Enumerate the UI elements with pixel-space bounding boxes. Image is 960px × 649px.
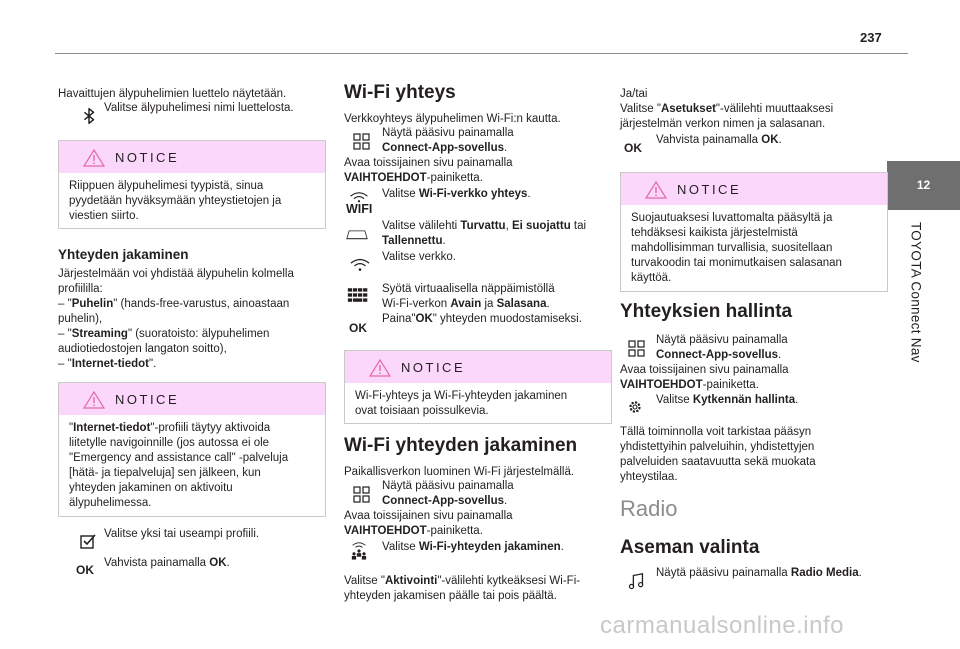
text: – " bbox=[58, 298, 72, 310]
notice-header bbox=[59, 141, 325, 173]
bold-text: Kytkennän hallinta bbox=[692, 394, 796, 406]
bold-text: VAIHTOEHDOT bbox=[620, 379, 703, 391]
bold-text: OK bbox=[209, 557, 227, 569]
notice-line: älypuhelimessa. bbox=[69, 497, 152, 509]
bold-text: Internet-tiedot bbox=[71, 358, 149, 370]
bold-text: Asetukset bbox=[660, 103, 716, 115]
step-text bbox=[382, 219, 586, 234]
step-text: Valitse verkko. bbox=[382, 251, 456, 263]
text: ja bbox=[481, 298, 497, 310]
text: . bbox=[858, 567, 862, 579]
ok-icon: OK bbox=[624, 141, 642, 155]
notice-line: käyttöä. bbox=[631, 272, 672, 284]
notice-label: NOTICE bbox=[115, 150, 180, 165]
notice-box bbox=[620, 172, 888, 292]
paragraph: Havaittujen älypuhelimien luettelo näytetään. bbox=[58, 88, 287, 100]
text: Valitse bbox=[382, 188, 419, 200]
paragraph-line: Tällä toiminnolla voit tarkistaa pääsyn bbox=[620, 426, 812, 438]
text: "-profiili täytyy aktivoida bbox=[150, 422, 271, 434]
apps-grid-icon bbox=[626, 338, 648, 358]
bold-text: Tallennettu bbox=[382, 235, 443, 247]
paragraph-line: Avaa toissijainen sivu painamalla bbox=[620, 364, 789, 376]
bold-text: Connect-App-sovellus bbox=[656, 349, 779, 361]
bold-text: Wi-Fi-yhteyden jakaminen bbox=[418, 541, 561, 553]
notice-header bbox=[345, 351, 611, 383]
text: . bbox=[560, 541, 564, 553]
text: Valitse bbox=[382, 541, 419, 553]
paragraph-line bbox=[620, 102, 833, 117]
step-text: Connect-App-sovellus. bbox=[656, 349, 782, 361]
warning-icon bbox=[369, 359, 391, 377]
text: Vahvista painamalla bbox=[104, 557, 210, 569]
paragraph-line: audiotiedostojen langaton soitto), bbox=[58, 343, 227, 355]
notice-line: turvakoodin tai monimutkaisen salasanan bbox=[631, 257, 842, 269]
bold-text: Salasana bbox=[496, 298, 547, 310]
bold-text: Internet-tiedot bbox=[73, 422, 151, 434]
section-heading: Aseman valinta bbox=[620, 537, 760, 558]
step-text bbox=[656, 566, 862, 581]
step-text bbox=[656, 393, 798, 408]
bold-text: Avain bbox=[450, 298, 482, 310]
text: Valitse " bbox=[620, 103, 661, 115]
text: . bbox=[778, 134, 782, 146]
paragraph-line: yhteyden jakamisen päälle tai pois päältä. bbox=[344, 590, 557, 602]
paragraph-line: puhelin), bbox=[58, 313, 103, 325]
step-text: Syötä virtuaalisella näppäimistöllä bbox=[382, 283, 555, 295]
page-number: 237 bbox=[860, 30, 882, 45]
text: -painiketta. bbox=[426, 525, 483, 537]
bold-text: OK bbox=[415, 313, 433, 325]
section-heading: Yhteyksien hallinta bbox=[620, 301, 793, 322]
notice-line: "Emergency and assistance call" -palveluja bbox=[69, 452, 289, 464]
paragraph-line: profiililla: bbox=[58, 283, 103, 295]
wifi-network-icon bbox=[349, 255, 371, 275]
step-text: Connect-App-sovellus. bbox=[382, 495, 508, 507]
text: "-välilehti muuttaaksesi bbox=[715, 103, 834, 115]
step-text bbox=[382, 187, 531, 202]
text: -painiketta. bbox=[426, 172, 483, 184]
step-confirm bbox=[656, 133, 782, 148]
notice-line: Wi-Fi-yhteys ja Wi-Fi-yhteyden jakaminen bbox=[355, 390, 568, 402]
notice-label: NOTICE bbox=[677, 182, 742, 197]
notice-body bbox=[345, 383, 611, 419]
step-select-phone: Valitse älypuhelimesi nimi luettelosta. bbox=[104, 102, 294, 114]
ok-icon: OK bbox=[76, 563, 94, 577]
notice-box bbox=[344, 350, 612, 424]
bold-text: Connect-App-sovellus bbox=[382, 142, 505, 154]
step-text bbox=[382, 312, 582, 327]
step-text: Tallennettu. bbox=[382, 235, 446, 247]
bold-text: Aktivointi bbox=[384, 575, 438, 587]
notice-line: [hätä- ja tiepalveluja] sen jälkeen, kun bbox=[69, 467, 261, 479]
bold-text: Radio Media bbox=[790, 567, 859, 579]
bold-text: VAIHTOEHDOT bbox=[344, 525, 427, 537]
text: -painiketta. bbox=[702, 379, 759, 391]
step-text: Näytä pääsivu painamalla bbox=[656, 334, 788, 346]
step-confirm bbox=[104, 556, 230, 571]
hotspot-icon bbox=[348, 541, 370, 561]
text: . bbox=[226, 557, 230, 569]
paragraph-line: Avaa toissijainen sivu painamalla bbox=[344, 157, 513, 169]
paragraph-line: yhdistettyihin palveluihin, yhdistettyjen bbox=[620, 441, 815, 453]
notice-body bbox=[621, 205, 887, 286]
notice-body bbox=[59, 173, 325, 224]
step-text: Connect-App-sovellus. bbox=[382, 142, 508, 154]
gear-icon bbox=[624, 397, 646, 417]
text: Vahvista painamalla bbox=[656, 134, 762, 146]
chapter-title-text: TOYOTA Connect Nav bbox=[908, 222, 924, 363]
bold-text: OK bbox=[761, 134, 779, 146]
text: Valitse bbox=[656, 394, 693, 406]
text: Näytä pääsivu painamalla bbox=[656, 567, 791, 579]
notice-line: tehdäksesi kaikista järjestelmistä bbox=[631, 227, 798, 239]
notice-box bbox=[58, 382, 326, 517]
paragraph-line: yhteystilaa. bbox=[620, 471, 678, 483]
paragraph-line: palveluiden saatavuutta sekä muokata bbox=[620, 456, 816, 468]
paragraph-line: Ja/tai bbox=[620, 88, 648, 100]
bluetooth-icon bbox=[78, 106, 100, 126]
bold-text: Turvattu bbox=[460, 220, 506, 232]
list-item bbox=[58, 327, 269, 342]
text: – " bbox=[58, 328, 72, 340]
ok-icon: OK bbox=[349, 321, 367, 335]
paragraph: Paikallisverkon luominen Wi-Fi järjestelmällä. bbox=[344, 466, 575, 478]
notice-box bbox=[58, 140, 326, 229]
notice-line: yhteyden jakaminen on aktivoitu bbox=[69, 482, 233, 494]
bold-text: Wi-Fi-verkko yhteys bbox=[418, 188, 528, 200]
notice-header bbox=[59, 383, 325, 415]
notice-label: NOTICE bbox=[401, 360, 466, 375]
text: Paina" bbox=[382, 313, 416, 325]
text: Valitse " bbox=[344, 575, 385, 587]
step-text bbox=[382, 540, 564, 555]
paragraph-line: Avaa toissijainen sivu painamalla bbox=[344, 510, 513, 522]
paragraph-line bbox=[344, 171, 483, 186]
keyboard-icon bbox=[347, 285, 369, 305]
paragraph-line bbox=[620, 378, 759, 393]
list-item bbox=[58, 357, 156, 372]
watermark: carmanualsonline.info bbox=[600, 612, 844, 639]
text: " (hands-free-varustus, ainoastaan bbox=[113, 298, 290, 310]
notice-line: mahdollisimman turvallisia, suositellaan bbox=[631, 242, 833, 254]
music-note-icon bbox=[626, 571, 648, 591]
paragraph-line bbox=[344, 524, 483, 539]
notice-header bbox=[621, 173, 887, 205]
text: "-välilehti kytkeäksesi Wi-Fi- bbox=[437, 575, 581, 587]
tabs-icon bbox=[346, 224, 368, 244]
chapter-heading-radio: Radio bbox=[620, 496, 678, 521]
bold-text: Puhelin bbox=[71, 298, 114, 310]
header-rule bbox=[55, 53, 908, 54]
chapter-tab[interactable] bbox=[887, 161, 960, 210]
text: , bbox=[505, 220, 512, 232]
chapter-number: 12 bbox=[916, 178, 931, 192]
text: – " bbox=[58, 358, 72, 370]
section-heading: Yhteyden jakaminen bbox=[58, 247, 189, 262]
paragraph: Verkkoyhteys älypuhelimen Wi-Fi:n kautta. bbox=[344, 113, 561, 125]
bold-text: Streaming bbox=[71, 328, 128, 340]
notice-line: pyydetään hyväksymään yhteystietojen ja bbox=[69, 195, 282, 207]
bold-text: Ei suojattu bbox=[511, 220, 571, 232]
list-item bbox=[58, 297, 289, 312]
paragraph-line: Järjestelmään voi yhdistää älypuhelin kolmella bbox=[58, 268, 294, 280]
text: . bbox=[795, 394, 799, 406]
notice-line: Suojautuaksesi luvattomalta pääsyltä ja bbox=[631, 212, 833, 224]
step-text: Näytä pääsivu painamalla bbox=[382, 127, 514, 139]
step-select-profile: Valitse yksi tai useampi profiili. bbox=[104, 528, 260, 540]
section-heading: Wi-Fi yhteyden jakaminen bbox=[344, 435, 578, 456]
text: tai bbox=[570, 220, 587, 232]
chapter-title bbox=[901, 222, 931, 462]
notice-label: NOTICE bbox=[115, 392, 180, 407]
bold-text: VAIHTOEHDOT bbox=[344, 172, 427, 184]
paragraph-line: järjestelmän verkon nimen ja salasanan. bbox=[620, 118, 826, 130]
step-text: Näytä pääsivu painamalla bbox=[382, 480, 514, 492]
step-text bbox=[382, 297, 550, 312]
wifi-label: WIFI bbox=[346, 202, 373, 216]
apps-grid-icon bbox=[351, 131, 373, 151]
notice-line: liitetylle navigoinnille (jos autossa ei ole bbox=[69, 437, 270, 449]
warning-icon bbox=[83, 391, 105, 409]
text: " (suoratoisto: älypuhelimen bbox=[127, 328, 270, 340]
apps-grid-icon bbox=[351, 484, 373, 504]
text: " bbox=[69, 422, 74, 434]
notice-body bbox=[59, 415, 325, 511]
notice-line: Riippuen älypuhelimesi tyypistä, sinua bbox=[69, 180, 264, 192]
text: " yhteyden muodostamiseksi. bbox=[432, 313, 582, 325]
text: . bbox=[527, 188, 531, 200]
text: . bbox=[546, 298, 550, 310]
notice-line: viestien siirto. bbox=[69, 210, 139, 222]
checkbox-list-icon bbox=[77, 531, 99, 551]
warning-icon bbox=[645, 181, 667, 199]
paragraph-line bbox=[344, 574, 580, 589]
bold-text: Connect-App-sovellus bbox=[382, 495, 505, 507]
notice-line bbox=[69, 421, 315, 436]
text: Valitse välilehti bbox=[382, 220, 461, 232]
notice-line: ovat toisiaan poissulkevia. bbox=[355, 405, 489, 417]
section-heading: Wi-Fi yhteys bbox=[344, 82, 456, 103]
warning-icon bbox=[83, 149, 105, 167]
text: ". bbox=[149, 358, 157, 370]
text: Wi-Fi-verkon bbox=[382, 298, 451, 310]
